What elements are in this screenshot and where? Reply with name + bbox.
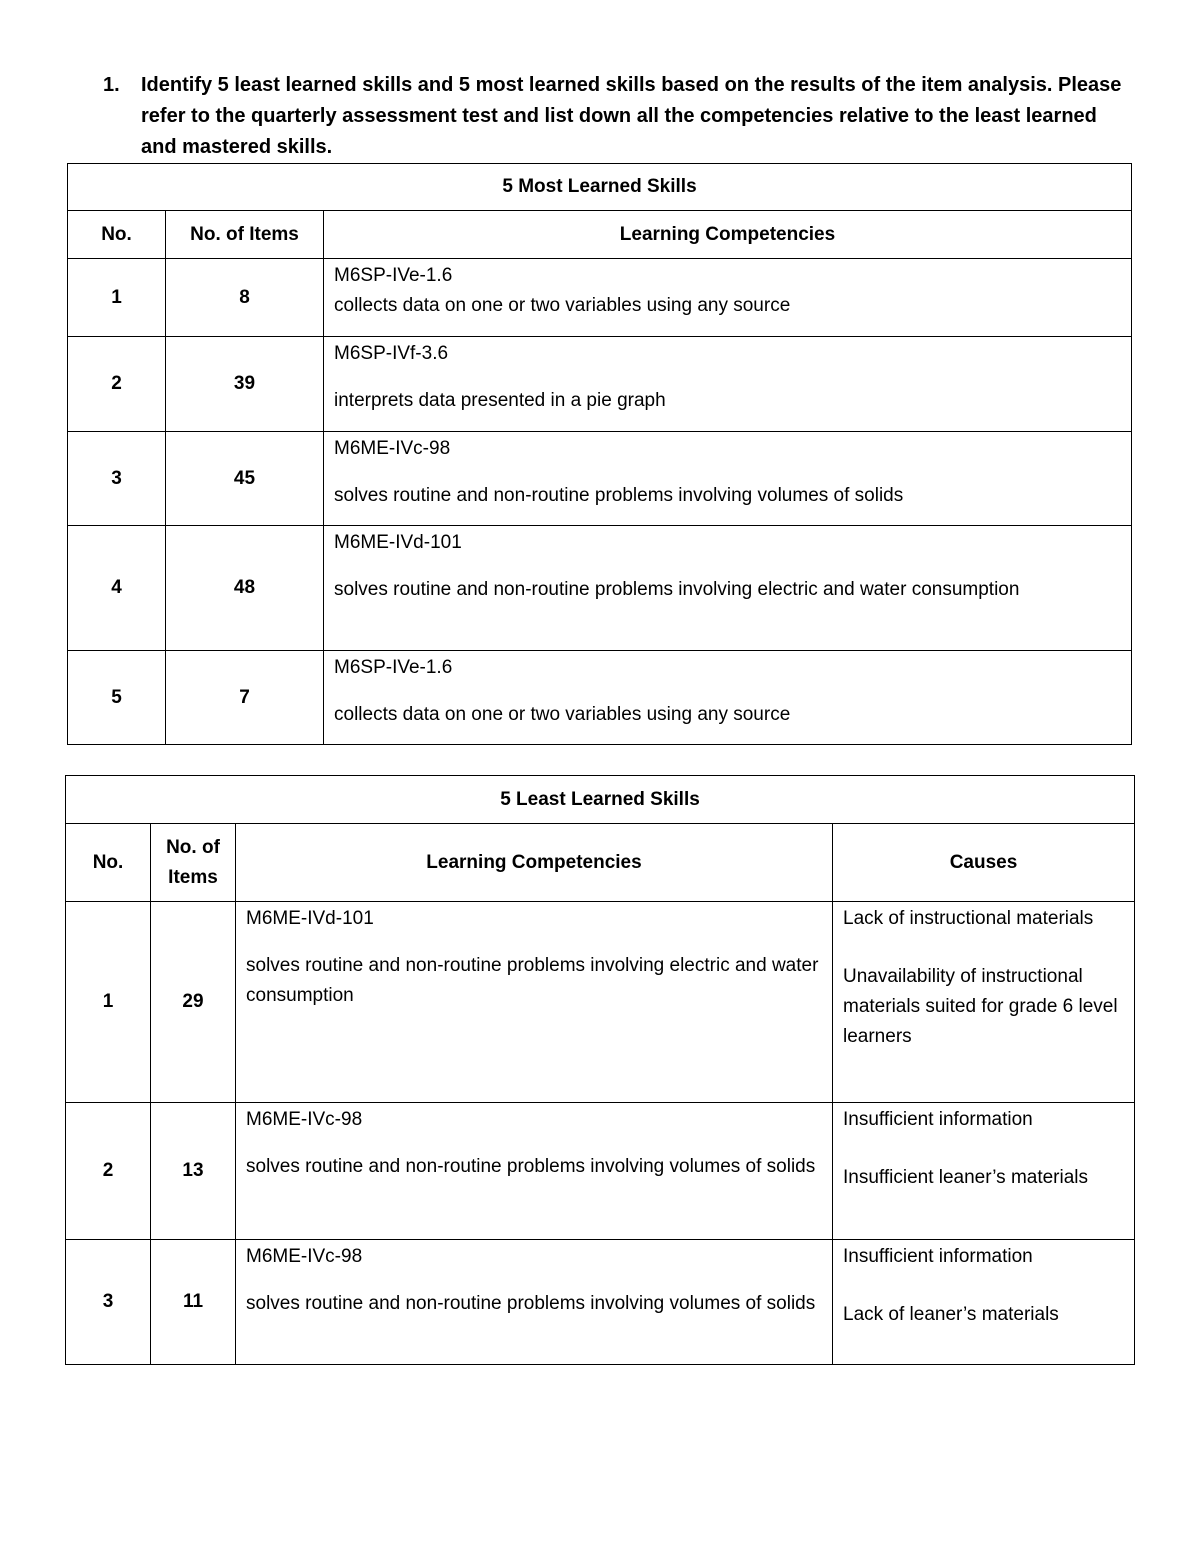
item-count: 11 xyxy=(151,1240,236,1365)
competency-code: M6ME-IVd-101 xyxy=(246,908,374,929)
competency-code: M6ME-IVc-98 xyxy=(246,1109,363,1130)
row-number: 4 xyxy=(68,526,166,651)
cause-text: Lack of instructional materials xyxy=(843,908,1094,929)
column-header-items: No. of Items xyxy=(151,824,236,902)
competency-cell xyxy=(236,1103,833,1240)
item-count: 45 xyxy=(166,432,324,526)
competency-description: solves routine and non-routine problems involving electric and water consumption xyxy=(246,955,819,1006)
table-row xyxy=(66,1103,1135,1240)
competency-cell xyxy=(324,337,1132,432)
column-header-items: No. of Items xyxy=(166,211,324,259)
column-header-no: No. xyxy=(68,211,166,259)
cause-text: Lack of leaner’s materials xyxy=(843,1304,1059,1325)
table-row xyxy=(66,1240,1135,1365)
competency-cell xyxy=(324,432,1132,526)
competency-code: M6SP-IVe-1.6 xyxy=(334,265,453,286)
instruction-text: Identify 5 least learned skills and 5 most learned skills based on the results of the item analysis. Please refer to the quarterly assessment test and list down all the competencies relative to the least learned and mastered skills. xyxy=(141,74,1122,158)
competency-cell xyxy=(324,651,1132,745)
row-number: 2 xyxy=(66,1103,151,1240)
cause-text: Unavailability of instructional materials suited for grade 6 level learners xyxy=(843,966,1118,1047)
competency-code: M6ME-IVd-101 xyxy=(334,532,462,553)
table-row xyxy=(68,337,1132,432)
item-count: 8 xyxy=(166,259,324,337)
competency-code: M6SP-IVe-1.6 xyxy=(334,657,453,678)
row-number: 3 xyxy=(66,1240,151,1365)
column-header-competencies: Learning Competencies xyxy=(324,211,1132,259)
competency-cell xyxy=(236,1240,833,1365)
cause-text: Insufficient information xyxy=(843,1246,1033,1267)
competency-description: collects data on one or two variables using any source xyxy=(334,295,791,316)
competency-code: M6ME-IVc-98 xyxy=(246,1246,363,1267)
least-learned-skills-table xyxy=(65,775,1135,1365)
table-row xyxy=(68,432,1132,526)
causes-cell xyxy=(833,1103,1135,1240)
competency-cell xyxy=(236,902,833,1103)
row-number: 3 xyxy=(68,432,166,526)
item-count: 7 xyxy=(166,651,324,745)
table-row xyxy=(68,526,1132,651)
cause-text: Insufficient information xyxy=(843,1109,1033,1130)
causes-cell xyxy=(833,902,1135,1103)
table-title: 5 Most Learned Skills xyxy=(68,164,1132,211)
competency-code: M6ME-IVc-98 xyxy=(334,438,451,459)
row-number: 5 xyxy=(68,651,166,745)
column-header-causes: Causes xyxy=(833,824,1135,902)
column-header-no: No. xyxy=(66,824,151,902)
table-row xyxy=(68,651,1132,745)
competency-description: solves routine and non-routine problems involving volumes of solids xyxy=(246,1293,816,1314)
causes-cell xyxy=(833,1240,1135,1365)
table-row xyxy=(68,259,1132,337)
item-count: 48 xyxy=(166,526,324,651)
table-title: 5 Least Learned Skills xyxy=(66,776,1135,824)
column-header-competencies: Learning Competencies xyxy=(236,824,833,902)
row-number: 1 xyxy=(66,902,151,1103)
item-count: 13 xyxy=(151,1103,236,1240)
competency-description: collects data on one or two variables using any source xyxy=(334,704,791,725)
competency-description: interprets data presented in a pie graph xyxy=(334,390,666,411)
competency-cell xyxy=(324,259,1132,337)
competency-code: M6SP-IVf-3.6 xyxy=(334,343,449,364)
row-number: 1 xyxy=(68,259,166,337)
item-count: 29 xyxy=(151,902,236,1103)
item-count: 39 xyxy=(166,337,324,432)
instruction-item xyxy=(103,70,1133,163)
row-number: 2 xyxy=(68,337,166,432)
competency-description: solves routine and non-routine problems involving volumes of solids xyxy=(246,1156,816,1177)
competency-description: solves routine and non-routine problems involving volumes of solids xyxy=(334,485,904,506)
list-number: 1. xyxy=(103,74,120,96)
most-learned-skills-table xyxy=(67,163,1132,745)
competency-cell xyxy=(324,526,1132,651)
table-row xyxy=(66,902,1135,1103)
competency-description: solves routine and non-routine problems involving electric and water consumption xyxy=(334,579,1020,600)
cause-text: Insufficient leaner’s materials xyxy=(843,1167,1089,1188)
